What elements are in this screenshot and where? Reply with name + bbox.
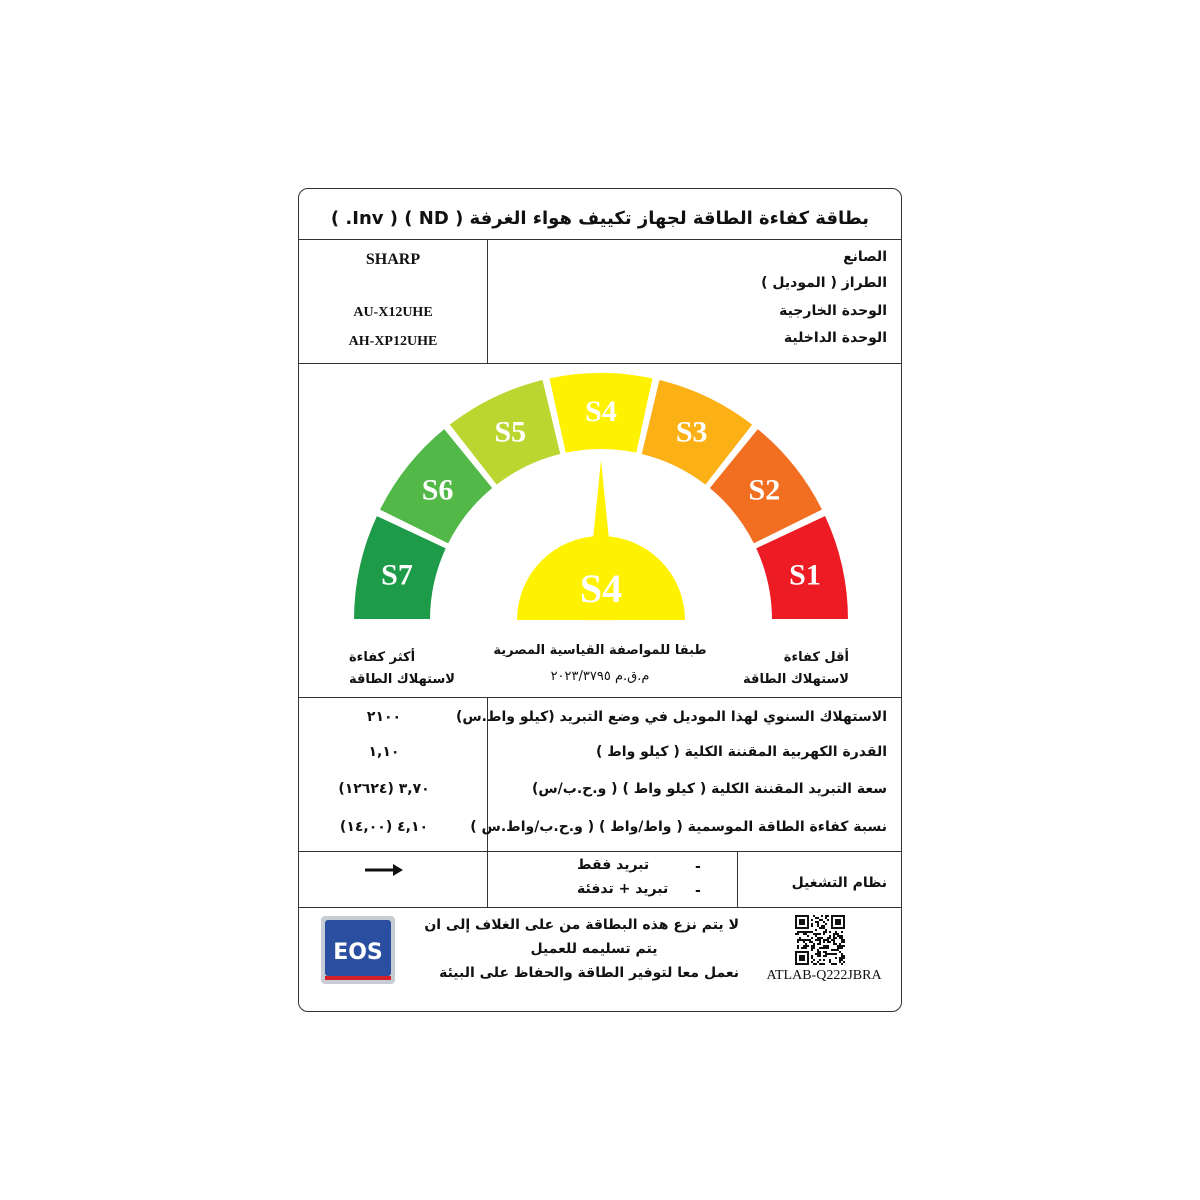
selected-mode-arrow-icon [365,862,405,878]
gauge-label-s4: S4 [585,395,617,428]
label-code: ATLAB-Q222JBRA [766,968,882,983]
more-efficient-caption-2: لاستهلاك الطاقة [349,672,455,687]
divider [299,239,901,240]
spec-power-label: القدرة الكهربية المقننة الكلية ( كيلو واط ) [595,744,887,760]
label-manufacturer: الصانع [843,249,887,265]
spec-annual-consumption-value: ٢١٠٠ [366,709,402,725]
gauge-label-s7: S7 [381,558,413,592]
footer-line-1: لا يتم نزع هذه البطاقة من على الغلاف إلى ان [424,917,739,933]
spec-seer-label: نسبة كفاءة الطاقة الموسمية ( واط/واط ) ( و.ح.ب/واط.س ) [470,819,887,835]
divider [299,907,901,908]
eos-logo-text: EOS [333,940,383,965]
spec-cooling-capacity-label: سعة التبريد المقننة الكلية ( كيلو واط ) ( و.ح.ب/س) [531,781,887,797]
spec-seer-value: ٤,١٠ (١٤,٠٠) [339,819,429,835]
energy-label-card [298,188,902,1012]
less-efficient-caption-2: لاستهلاك الطاقة [743,672,849,687]
label-model: الطراز ( الموديل ) [761,275,887,291]
divider [299,851,901,852]
option-cooling-heating: تبريد + تدفئة [577,881,669,897]
spec-annual-consumption-label: الاستهلاك السنوي لهذا الموديل في وضع التبريد (كيلو واط.س) [455,709,887,725]
divider [299,697,901,698]
indoor-unit-value: AH-XP12UHE [348,334,438,349]
spec-cooling-capacity-value: ٣,٧٠ (١٢٦٢٤) [338,781,430,797]
divider [737,851,738,907]
standard-caption: طبقا للمواصفة القياسية المصرية [493,643,707,658]
efficiency-gauge [299,365,899,645]
less-efficient-caption-1: أقل كفاءة [783,650,849,665]
spec-power-value: ١,١٠ [368,744,400,760]
divider [299,363,901,364]
operation-system-label: نظام التشغيل [791,875,887,891]
divider [487,239,488,363]
option-cooling-only: تبريد فقط [577,857,650,873]
bullet-2: - [695,883,701,899]
eos-logo [321,916,395,984]
gauge-label-s3: S3 [675,415,708,449]
label-title: بطاقة كفاءة الطاقة لجهاز تكييف هواء الغرفة ( ND ) ( Inv. ) [330,208,870,229]
standard-number: م.ق.م ٢٠٢٣/٣٧٩٥ [550,669,650,684]
gauge-rating: S4 [579,566,623,611]
footer-line-2: يتم تسليمه للعميل [530,941,658,957]
gauge-label-s6: S6 [421,473,454,507]
gauge-label-s1: S1 [789,558,821,592]
footer-line-3: نعمل معا لتوفير الطاقة والحفاظ على البيئة [439,965,739,981]
manufacturer-value: SHARP [365,251,421,268]
gauge-label-s2: S2 [748,473,781,507]
bullet-1: - [695,859,701,875]
qr-code [795,915,845,965]
divider [487,851,488,907]
label-indoor-unit: الوحدة الداخلية [783,330,887,346]
label-outdoor-unit: الوحدة الخارجية [779,303,887,319]
more-efficient-caption-1: أكثر كفاءة [349,650,416,665]
outdoor-unit-value: AU-X12UHE [353,305,433,320]
gauge-label-s5: S5 [494,415,527,449]
